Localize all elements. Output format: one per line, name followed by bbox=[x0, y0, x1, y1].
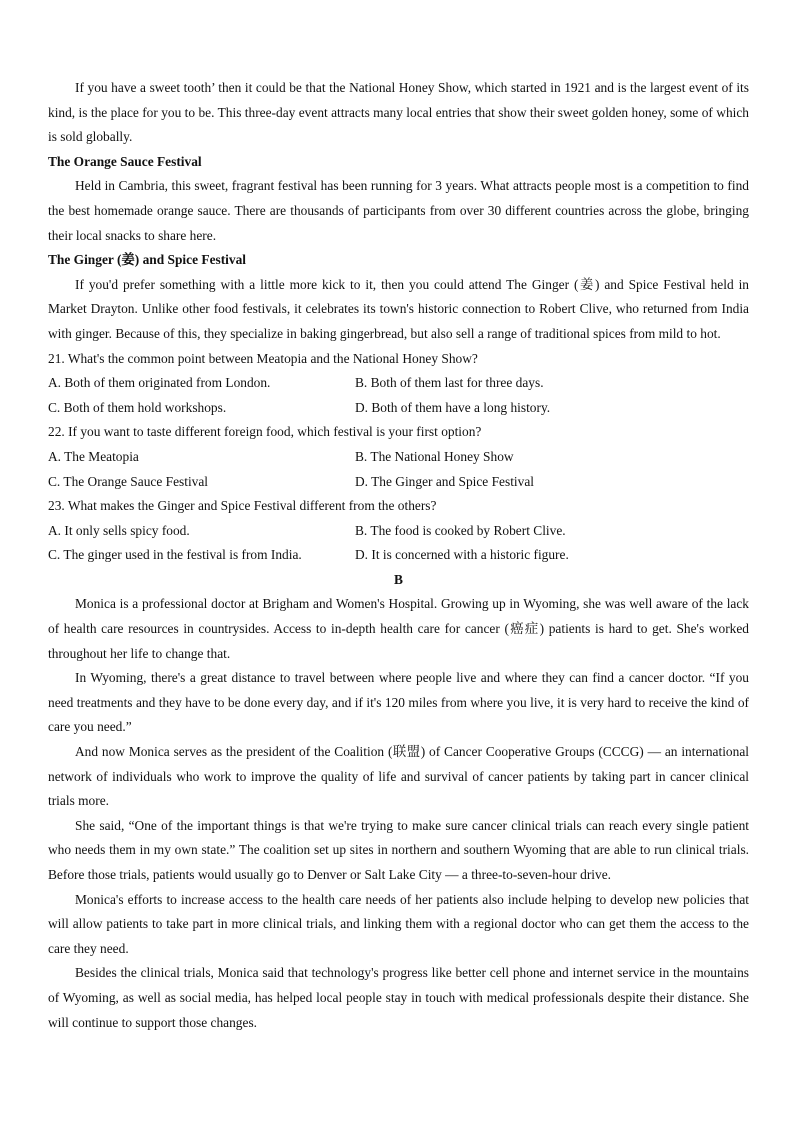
section-b-title: B bbox=[394, 571, 403, 587]
passage-b-paragraph: And now Monica serves as the president of the Coalition (联盟) of Cancer Cooperative Groups (CCCG) — an international network of individuals who work to improve the quality of life and survival of cancer patients by taking part in cancer clinical trials more. bbox=[48, 744, 749, 809]
option-d: D. Both of them have a long history. bbox=[355, 399, 551, 415]
question-stem: 21. What's the common point between Meatopia and the National Honey Show? bbox=[48, 350, 478, 366]
option-a: A. Both of them originated from London. bbox=[48, 375, 271, 391]
ginger-festival-paragraph: If you'd prefer something with a little more kick to it, then you could attend The Ginger (姜) and Spice Festival held in Market Drayton. Unlike other food festivals, it celebrates its town's historic connection to Robert Clive, who returned from India with ginger. Because of this, they specialize in baking gingerbread, but also sell a range of traditional spices from mild to hot. bbox=[48, 276, 749, 341]
option-c: C. The ginger used in the festival is from India. bbox=[48, 547, 302, 563]
passage-b-paragraph: Monica's efforts to increase access to the health care needs of her patients also include helping to develop new policies that will allow patients to take part in more clinical trials, and linking them with a regional doctor who can get them the access to the care they need. bbox=[48, 891, 749, 956]
passage-b-paragraph: Monica is a professional doctor at Brigham and Women's Hospital. Growing up in Wyoming, she was well aware of the lack of health care resources in countrysides. Access to in-depth health care for cancer (癌症) patients is hard to get. She's worked throughout her life to change that. bbox=[48, 596, 749, 661]
option-d: D. The Ginger and Spice Festival bbox=[355, 473, 535, 489]
option-d: D. It is concerned with a historic figure. bbox=[355, 547, 569, 563]
option-b: B. Both of them last for three days. bbox=[355, 375, 544, 391]
orange-festival-heading: The Orange Sauce Festival bbox=[48, 153, 202, 169]
passage-b-paragraph: Besides the clinical trials, Monica said that technology's progress like better cell phone and internet service in the mountains of Wyoming, as well as social media, has helped local people stay in touch with medical professionals despite their distance. She will continue to support those changes. bbox=[48, 965, 749, 1030]
option-a: A. The Meatopia bbox=[48, 448, 139, 464]
option-c: C. Both of them hold workshops. bbox=[48, 399, 227, 415]
option-b: B. The food is cooked by Robert Clive. bbox=[355, 522, 566, 538]
ginger-festival-heading: The Ginger (姜) and Spice Festival bbox=[48, 252, 247, 268]
question-22 bbox=[48, 420, 749, 494]
option-a: A. It only sells spicy food. bbox=[48, 522, 190, 538]
question-stem: 22. If you want to taste different foreign food, which festival is your first option? bbox=[48, 424, 482, 440]
option-b: B. The National Honey Show bbox=[355, 448, 514, 464]
passage-b-paragraph: She said, “One of the important things is that we're trying to make sure cancer clinical trials can reach every single patient who needs them in my own state.” The coalition set up sites in northern and southern Wyoming that are able to run clinical trials. Before those trials, patients would usually go to Denver or Salt Lake City — a three-to-seven-hour drive. bbox=[48, 817, 749, 882]
option-c: C. The Orange Sauce Festival bbox=[48, 473, 209, 489]
passage-b-paragraph: In Wyoming, there's a great distance to travel between where people live and where they can find a cancer doctor. “If you need treatments and they have to be done every day, and if it's 120 miles from where you live, it is very hard to receive the kind of care you need.” bbox=[48, 670, 749, 735]
question-stem: 23. What makes the Ginger and Spice Festival different from the others? bbox=[48, 498, 437, 514]
honey-show-paragraph: If you have a sweet tooth’ then it could be that the National Honey Show, which started in 1921 and is the largest event of its kind, is the place for you to be. This three-day event attracts many local entries that show their sweet golden honey, some of which is sold globally. bbox=[48, 80, 749, 145]
document-page bbox=[48, 76, 749, 1035]
question-23 bbox=[48, 494, 749, 568]
question-21 bbox=[48, 347, 749, 421]
orange-festival-paragraph: Held in Cambria, this sweet, fragrant festival has been running for 3 years. What attracts people most is a competition to find the best homemade orange sauce. There are thousands of participants from over 30 different countries across the globe, bringing their local snacks to share here. bbox=[48, 178, 749, 243]
